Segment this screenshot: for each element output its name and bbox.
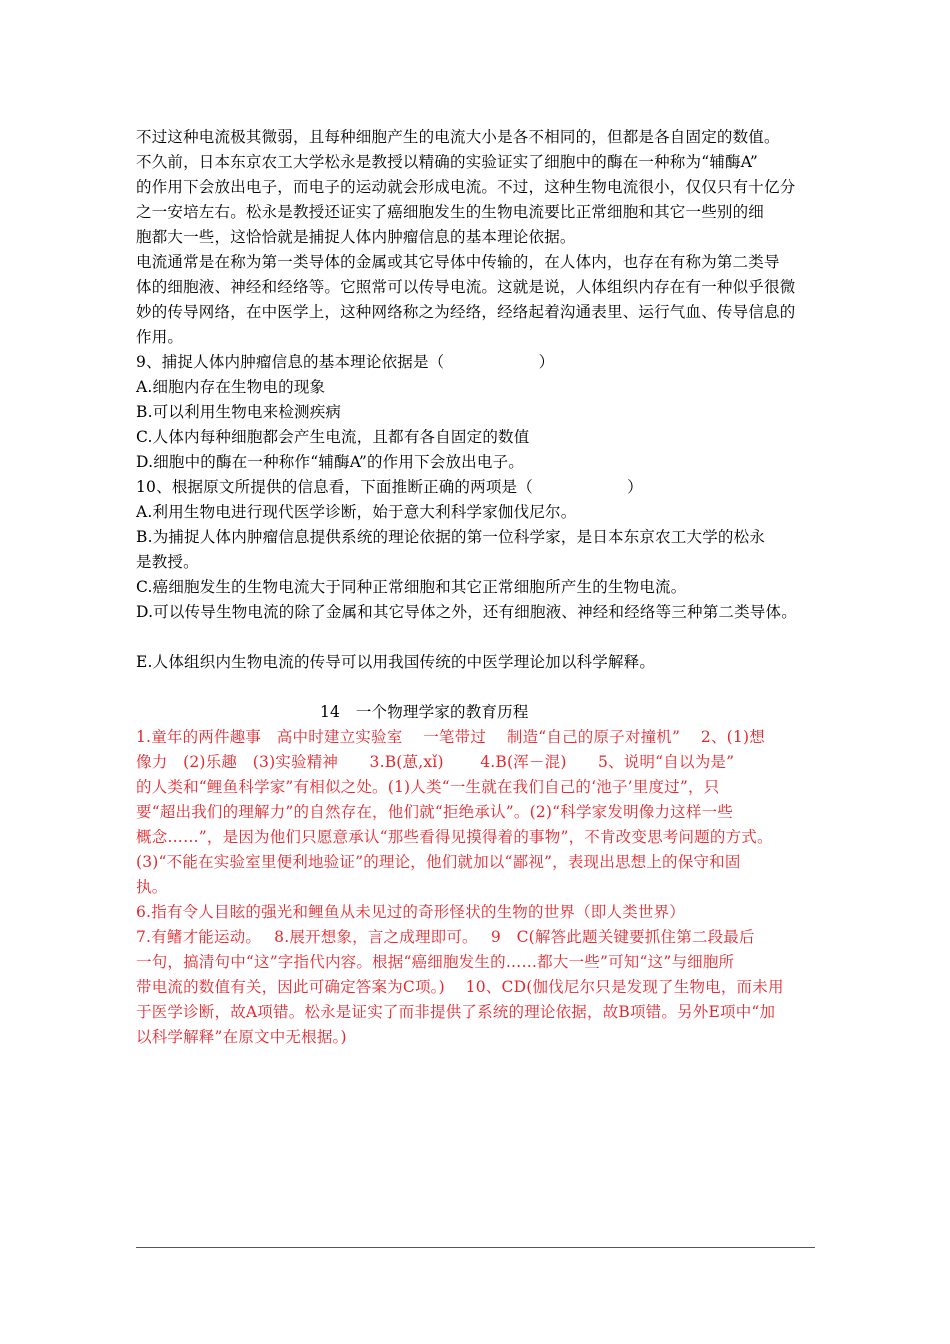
passage-line: 妙的传导网络，在中医学上，这种网络称之为经络，经络起着沟通表里、运行气血、传导信息的 (136, 303, 796, 321)
question-9-option-b: B.可以利用生物电来检测疾病 (136, 403, 342, 421)
question-10 (136, 475, 826, 675)
answer-line: 像力 (2)乐趣 (3)实验精神 3.B(葸,xǐ) 4.B(浑－混) 5、说明“自以为是” (136, 753, 735, 771)
question-10-stem: 10、根据原文所提供的信息看，下面推断正确的两项是（ ） (136, 478, 643, 496)
answer-line: (3)“不能在实验室里便利地验证”的理论，他们就加以“鄙视”，表现出思想上的保守和固 (136, 853, 741, 871)
answer-line: 带电流的数值有关，因此可确定答案为C项。) 10、CD(伽伐尼尔只是发现了生物电，而未用 (136, 978, 784, 996)
passage (136, 125, 826, 350)
question-10-option-b: B.为捕捉人体内肿瘤信息提供系统的理论依据的第一位科学家，是日本东京农工大学的松永 (136, 528, 766, 546)
question-10-option-e: E.人体组织内生物电流的传导可以用我国传统的中医学理论加以科学解释。 (136, 653, 656, 671)
question-9-option-d: D.细胞中的酶在一种称作“辅酶A”的作用下会放出电子。 (136, 453, 524, 471)
question-10-option-c: C.癌细胞发生的生物电流大于同种正常细胞和其它正常细胞所产生的生物电流。 (136, 578, 687, 596)
answer-section (136, 700, 826, 1050)
answer-line: 以科学解释”在原文中无根据。) (136, 1028, 347, 1046)
passage-line: 不过这种电流极其微弱，且每种细胞产生的电流大小是各不相同的，但都是各自固定的数值。 (136, 128, 780, 146)
document-body (136, 125, 826, 1050)
question-9-stem: 9、捕捉人体内肿瘤信息的基本理论依据是（ ） (136, 353, 555, 371)
question-10-option-b-cont: 是教授。 (136, 553, 199, 571)
passage-line: 的作用下会放出电子，而电子的运动就会形成电流。不过，这种生物电流很小，仅仅只有十亿分 (136, 178, 796, 196)
answer-line: 一句，搞清句中“这”字指代内容。根据“癌细胞发生的……都大一些”可知“这”与细胞所 (136, 953, 735, 971)
passage-line: 胞都大一些，这恰恰就是捕捉人体内肿瘤信息的基本理论依据。 (136, 228, 576, 246)
footer-rule (136, 1247, 815, 1248)
answer-line: 7.有鳍才能运动。 8.展开想象，言之成理即可。 9 C(解答此题关键要抓住第二段最后 (136, 928, 755, 946)
question-9-option-a: A.细胞内存在生物电的现象 (136, 378, 326, 396)
question-10-option-d: D.可以传导生物电流的除了金属和其它导体之外，还有细胞液、神经和经络等三种第二类导体。 (136, 603, 797, 621)
passage-line: 体的细胞液、神经和经络等。它照常可以传导电流。这就是说，人体组织内存在有一种似乎很微 (136, 278, 796, 296)
answer-line: 概念……”，是因为他们只愿意承认“那些看得见摸得着的事物”，不肯改变思考问题的方式。 (136, 828, 773, 846)
answer-section-title: 14 一个物理学家的教育历程 (320, 703, 529, 721)
answer-line: 于医学诊断，故A项错。松永是证实了而非提供了系统的理论依据，故B项错。另外E项中“加 (136, 1003, 776, 1021)
passage-line: 不久前，日本东京农工大学松永是教授以精确的实验证实了细胞中的酶在一种称为“辅酶A” (136, 153, 758, 171)
spacer (136, 675, 826, 700)
answer-line: 要“超出我们的理解力”的自然存在，他们就“拒绝承认”。(2)“科学家发明像力这样一些 (136, 803, 733, 821)
question-9-option-c: C.人体内每种细胞都会产生电流，且都有各自固定的数值 (136, 428, 530, 446)
answer-line: 6.指有令人目眩的强光和鲤鱼从未见过的奇形怪状的生物的世界（即人类世界） (136, 903, 685, 921)
answer-line: 1.童年的两件趣事 高中时建立实验室 一笔带过 制造“自己的原子对撞机” 2、(1)想 (136, 728, 765, 746)
answer-line: 执。 (136, 878, 168, 896)
question-10-option-a: A.利用生物电进行现代医学诊断，始于意大利科学家伽伐尼尔。 (136, 503, 577, 521)
question-9 (136, 350, 826, 475)
answer-line: 的人类和“鲤鱼科学家”有相似之处。(1)人类“一生就在我们自己的‘池子’里度过”，只 (136, 778, 720, 796)
passage-line: 之一安培左右。松永是教授还证实了癌细胞发生的生物电流要比正常细胞和其它一些别的细 (136, 203, 765, 221)
passage-line: 电流通常是在称为第一类导体的金属或其它导体中传输的，在人体内，也存在有称为第二类导 (136, 253, 780, 271)
passage-line: 作用。 (136, 328, 184, 346)
spacer (136, 625, 826, 650)
